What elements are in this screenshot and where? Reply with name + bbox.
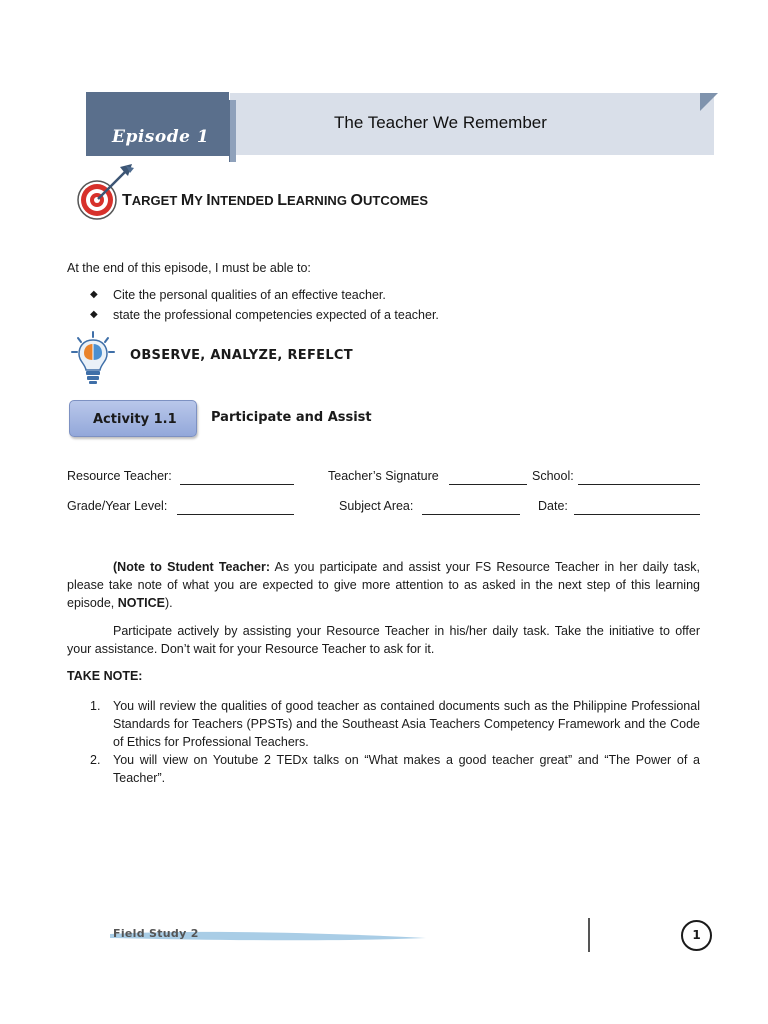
diamond-bullet-icon: ◆ <box>90 309 98 320</box>
lightbulb-brain-icon <box>70 330 116 386</box>
resource-teacher-label: Resource Teacher: <box>67 469 172 483</box>
resource-teacher-field[interactable] <box>180 484 294 485</box>
activity-label: Activity 1.1 <box>93 412 177 427</box>
activity-title: Participate and Assist <box>211 410 372 425</box>
grade-level-field[interactable] <box>177 514 294 515</box>
subject-area-label: Subject Area: <box>339 499 414 513</box>
episode-label: Episode 1 <box>112 127 210 147</box>
list-item: 1. You will review the qualities of good teacher as contained documents such as the Philippine Professional Standards for Teachers (PPSTs) and the Southeast Asia Teachers Competency Framework and the Code of Ethics for Professional Teachers. <box>90 699 700 749</box>
banner-separator <box>229 100 236 162</box>
date-field[interactable] <box>574 514 700 515</box>
outcomes-list <box>90 286 439 326</box>
signature-label: Teacher’s Signature <box>328 469 439 483</box>
school-label: School: <box>532 469 574 483</box>
footer-label: Field Study 2 <box>113 927 199 940</box>
outcomes-heading: TARGET MY INTENDED LEARNING OUTCOMES <box>122 192 428 209</box>
signature-field[interactable] <box>449 484 527 485</box>
page-number: 1 <box>681 920 712 951</box>
page-title: The Teacher We Remember <box>334 113 547 132</box>
diamond-bullet-icon: ◆ <box>90 289 98 300</box>
date-label: Date: <box>538 499 568 513</box>
observe-heading: OBSERVE, ANALYZE, REFELCT <box>130 348 353 363</box>
note-paragraph: (Note to Student Teacher: As you participate and assist your FS Resource Teacher in her daily task, please take note of what you are expected to give more attention to as asked in the next step of this learning episode, NOTICE). <box>67 560 700 610</box>
take-note-list <box>90 697 700 787</box>
take-note-heading: TAKE NOTE: <box>67 669 143 683</box>
footer-divider <box>588 918 590 952</box>
list-item: ◆ state the professional competencies expected of a teacher. <box>90 308 439 322</box>
outcomes-intro: At the end of this episode, I must be able to: <box>67 261 311 275</box>
subject-area-field[interactable] <box>422 514 520 515</box>
list-item: 2. You will view on Youtube 2 TEDx talks on “What makes a good teacher great” and “The Power of a Teacher”. <box>90 753 700 785</box>
participate-paragraph: Participate actively by assisting your Resource Teacher in his/her daily task. Take the initiative to offer your assistance. Don’t wait for your Resource Teacher to ask for it. <box>67 624 700 656</box>
school-field[interactable] <box>578 484 700 485</box>
grade-level-label: Grade/Year Level: <box>67 499 168 513</box>
banner-fold-corner <box>700 93 718 111</box>
list-item: ◆ Cite the personal qualities of an effective teacher. <box>90 288 386 302</box>
